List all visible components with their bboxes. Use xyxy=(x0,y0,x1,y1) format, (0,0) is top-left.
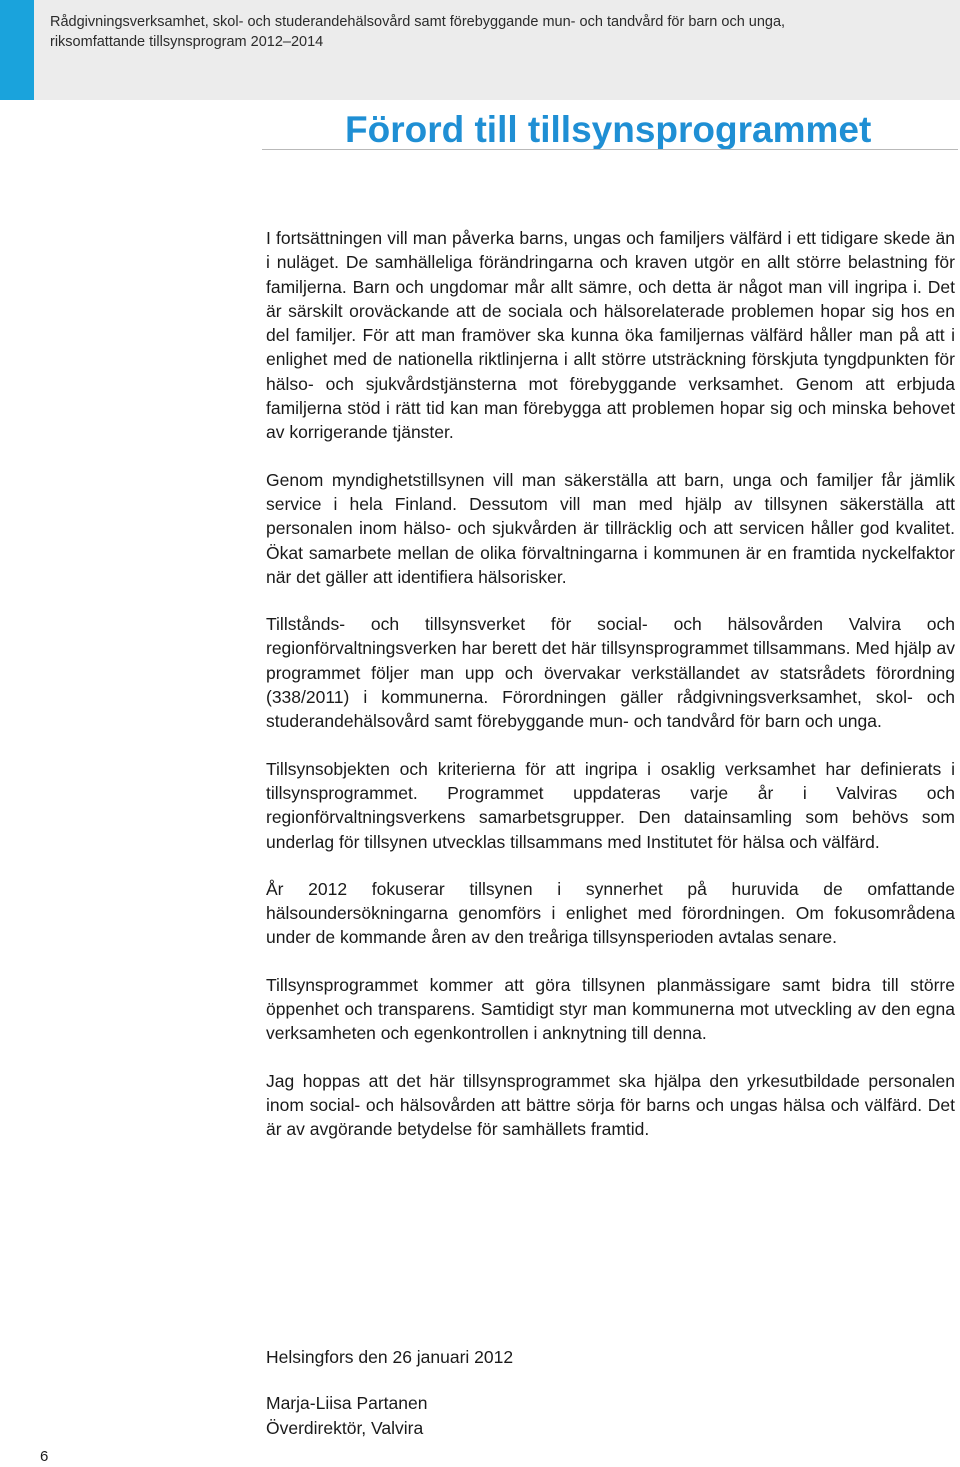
corner-accent-tab xyxy=(0,0,34,100)
signature-block xyxy=(266,1345,955,1440)
running-header-line-1: Rådgivningsverksamhet, skol- och studerandehälsovård samt förebyggande mun- och tandvård för barn och unga, xyxy=(50,14,786,30)
paragraph-5: År 2012 fokuserar tillsynen i synnerhet på huruvida de omfattande hälsoundersökningarna genomförs i enlighet med förordningen. Om fokusområdena under de kommande åren av den treåriga tillsynsperioden avtalas senare. xyxy=(266,878,955,948)
signatory-title: Överdirektör, Valvira xyxy=(266,1417,424,1438)
paragraph-6: Tillsynsprogrammet kommer att göra tillsynen planmässigare samt bidra till större öppenhet och transparens. Samtidigt styr man kommunerna mot utveckling av den egna verksamheten och egenkontrollen i anknytning till denna. xyxy=(266,974,955,1044)
paragraph-2: Genom myndighetstillsynen vill man säkerställa att barn, unga och familjer får jämlik service i hela Finland. Dessutom vill man med hjälp av tillsynen säkerställa att personalen inom hälso- och sjukvården är tillräcklig och att servicen håller god kvalitet. Ökat samarbete mellan de olika förvaltningarna i kommunen är en framtida nyckelfaktor när det gäller att identifiera hälsorisker. xyxy=(266,469,955,587)
page-number: 6 xyxy=(40,1448,49,1465)
page-header xyxy=(0,0,960,100)
paragraph-7: Jag hoppas att det här tillsynsprogrammet ska hjälpa den yrkesutbildade personalen inom social- och hälsovården att bättre sörja för barns och ungas hälsa och välfärd. Det är av avgörande betydelse för samhällets framtid. xyxy=(266,1070,955,1140)
signatory-name: Marja-Liisa Partanen xyxy=(266,1393,428,1414)
paragraph-1: I fortsättningen vill man påverka barns, ungas och familjers välfärd i ett tidigare skede än i nuläget. De samhälleliga förändringarna och kraven utgör en allt större belastning för familjerna. Barn och ungdomar mår allt sämre, och detta är något man vill ingripa i. Det är särskilt oroväckande att de sociala och hälsorelaterade problemen hopar sig hos en del familjer. För att man framöver ska kunna öka familjernas välfärd håller man på att i enlighet med de nationella riktlinjerna i allt större utsträckning förskjuta tyngdpunkten för hälso- och sjukvårdstjänsterna mot förebyggande verksamhet. Genom att erbjuda familjerna stöd i rätt tid kan man förebygga att problemen hopar sig och minska behovet av korrigerande tjänster. xyxy=(266,228,955,443)
paragraph-4: Tillsynsobjekten och kriterierna för att ingripa i osaklig verksamhet har definierats i tillsynsprogrammet. Programmet uppdateras varje år i Valviras och regionförvaltningsverkens samarbetsgrupper. Den datainsamling som behövs som underlag för tillsynen utvecklas tillsammans med Institutet för hälsa och välfärd. xyxy=(266,758,955,852)
paragraph-3: Tillstånds- och tillsynsverket för social- och hälsovården Valvira och regionförvaltningsverken har berett det här tillsynsprogrammet tillsammans. Med hjälp av programmet följer man upp och övervakar verkställandet av statsrådets förordning (338/2011) i kommunerna. Förordningen gäller rådgivningsverksamhet, skol- och studerandehälsovård samt förebyggande mun- och tandvård för barn och unga. xyxy=(266,614,955,732)
running-header-line-2: riksomfattande tillsynsprogram 2012–2014 xyxy=(50,34,324,50)
title-divider xyxy=(262,149,958,150)
body-text xyxy=(266,226,955,1165)
running-header xyxy=(50,12,930,52)
page-title: Förord till tillsynsprogrammet xyxy=(345,109,872,150)
place-and-date: Helsingfors den 26 januari 2012 xyxy=(266,1347,514,1367)
